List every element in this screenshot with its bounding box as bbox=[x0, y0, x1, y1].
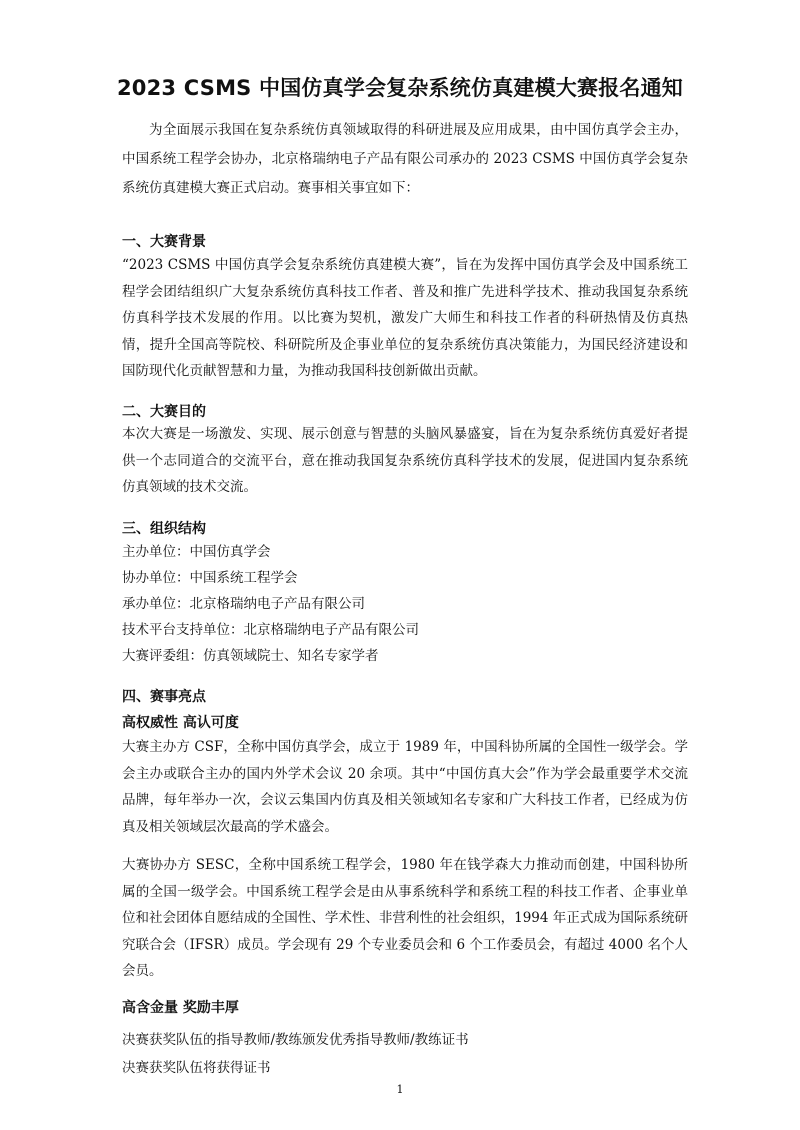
intro-paragraph: 为全面展示我国在复杂系统仿真领域取得的科研进展及应用成果，由中国仿真学会主办，中国系统工程学会协办，北京格瑞纳电子产品有限公司承办的 2023 CSMS 中国仿真学会复杂系统仿真建模大赛正式启动。赛事相关事宜如下： bbox=[122, 122, 688, 196]
purpose-paragraph: 本次大赛是一场激发、实现、展示创意与智慧的头脑风暴盛宴，旨在为复杂系统仿真爱好者提供一个志同道合的交流平台，意在推动我国复杂系统仿真科学技术的发展，促进国内复杂系统仿真领域的技术交流。 bbox=[122, 426, 688, 495]
csf-paragraph: 大赛主办方 CSF，全称中国仿真学会，成立于 1989 年，中国科协所属的全国性一级学会。学会主办或联合主办的国内外学术会议 20 余项。其中“中国仿真大会”作为学会最重要学术交流品牌，每年举办一次，会议云集国内仿真及相关领域知名专家和广大科技工作者，已经成为仿真及相关领域层次最高的学术盛会。 bbox=[122, 739, 688, 835]
background-paragraph: “2023 CSMS 中国仿真学会复杂系统仿真建模大赛”，旨在为发挥中国仿真学会及中国系统工程学会团结组织广大复杂系统仿真科技工作者、普及和推广先进科学技术、推动我国复杂系统仿真科学技术发展的作用。以比赛为契机，激发广大师生和科技工作者的科研热情及仿真热情，提升全国高等院校、科研院所及企事业单位的复杂系统仿真决策能力，为国民经济建设和国防现代化贡献智慧和力量，为推动我国科技创新做出贡献。 bbox=[122, 257, 688, 379]
page-title: 2023 CSMS 中国仿真学会复杂系统仿真建模大赛报名通知 bbox=[116, 76, 683, 100]
section-heading-background: 一、大赛背景 bbox=[122, 234, 206, 250]
organization-item-tech-support: 技术平台支持单位：北京格瑞纳电子产品有限公司 bbox=[122, 622, 419, 638]
sesc-paragraph: 大赛协办方 SESC，全称中国系统工程学会，1980 年在钱学森大力推动而创建，中国科协所属的全国一级学会。中国系统工程学会是由从事系统科学和系统工程的科技工作者、企事业单位和社会团体自愿结成的全国性、学术性、非营利性的社会组织，1994 年正式成为国际系统研究联合会（IFSR）成员。学会现有 29 个专业委员会和 6 个工作委员会，有超过 4000 名个人会员。 bbox=[122, 857, 688, 979]
page-number: 1 bbox=[396, 1083, 404, 1096]
organization-item-judges: 大赛评委组：仿真领域院士、知名专家学者 bbox=[122, 648, 379, 664]
organization-item-host: 主办单位：中国仿真学会 bbox=[122, 544, 271, 560]
reward-line-certificates: 决赛获奖队伍将获得证书 bbox=[122, 1060, 271, 1076]
subheading-authority: 高权威性 高认可度 bbox=[122, 715, 239, 731]
organization-item-co-host: 协办单位：中国系统工程学会 bbox=[122, 570, 298, 586]
organization-list bbox=[122, 539, 688, 669]
section-heading-highlights: 四、赛事亮点 bbox=[122, 689, 206, 705]
reward-line-teachers: 决赛获奖队伍的指导教师/教练颁发优秀指导教师/教练证书 bbox=[122, 1032, 469, 1048]
section-heading-organization: 三、组织结构 bbox=[122, 521, 206, 537]
subheading-rewards: 高含金量 奖励丰厚 bbox=[122, 1000, 239, 1016]
organization-item-organizer: 承办单位：北京格瑞纳电子产品有限公司 bbox=[122, 596, 365, 612]
section-heading-purpose: 二、大赛目的 bbox=[122, 404, 206, 420]
